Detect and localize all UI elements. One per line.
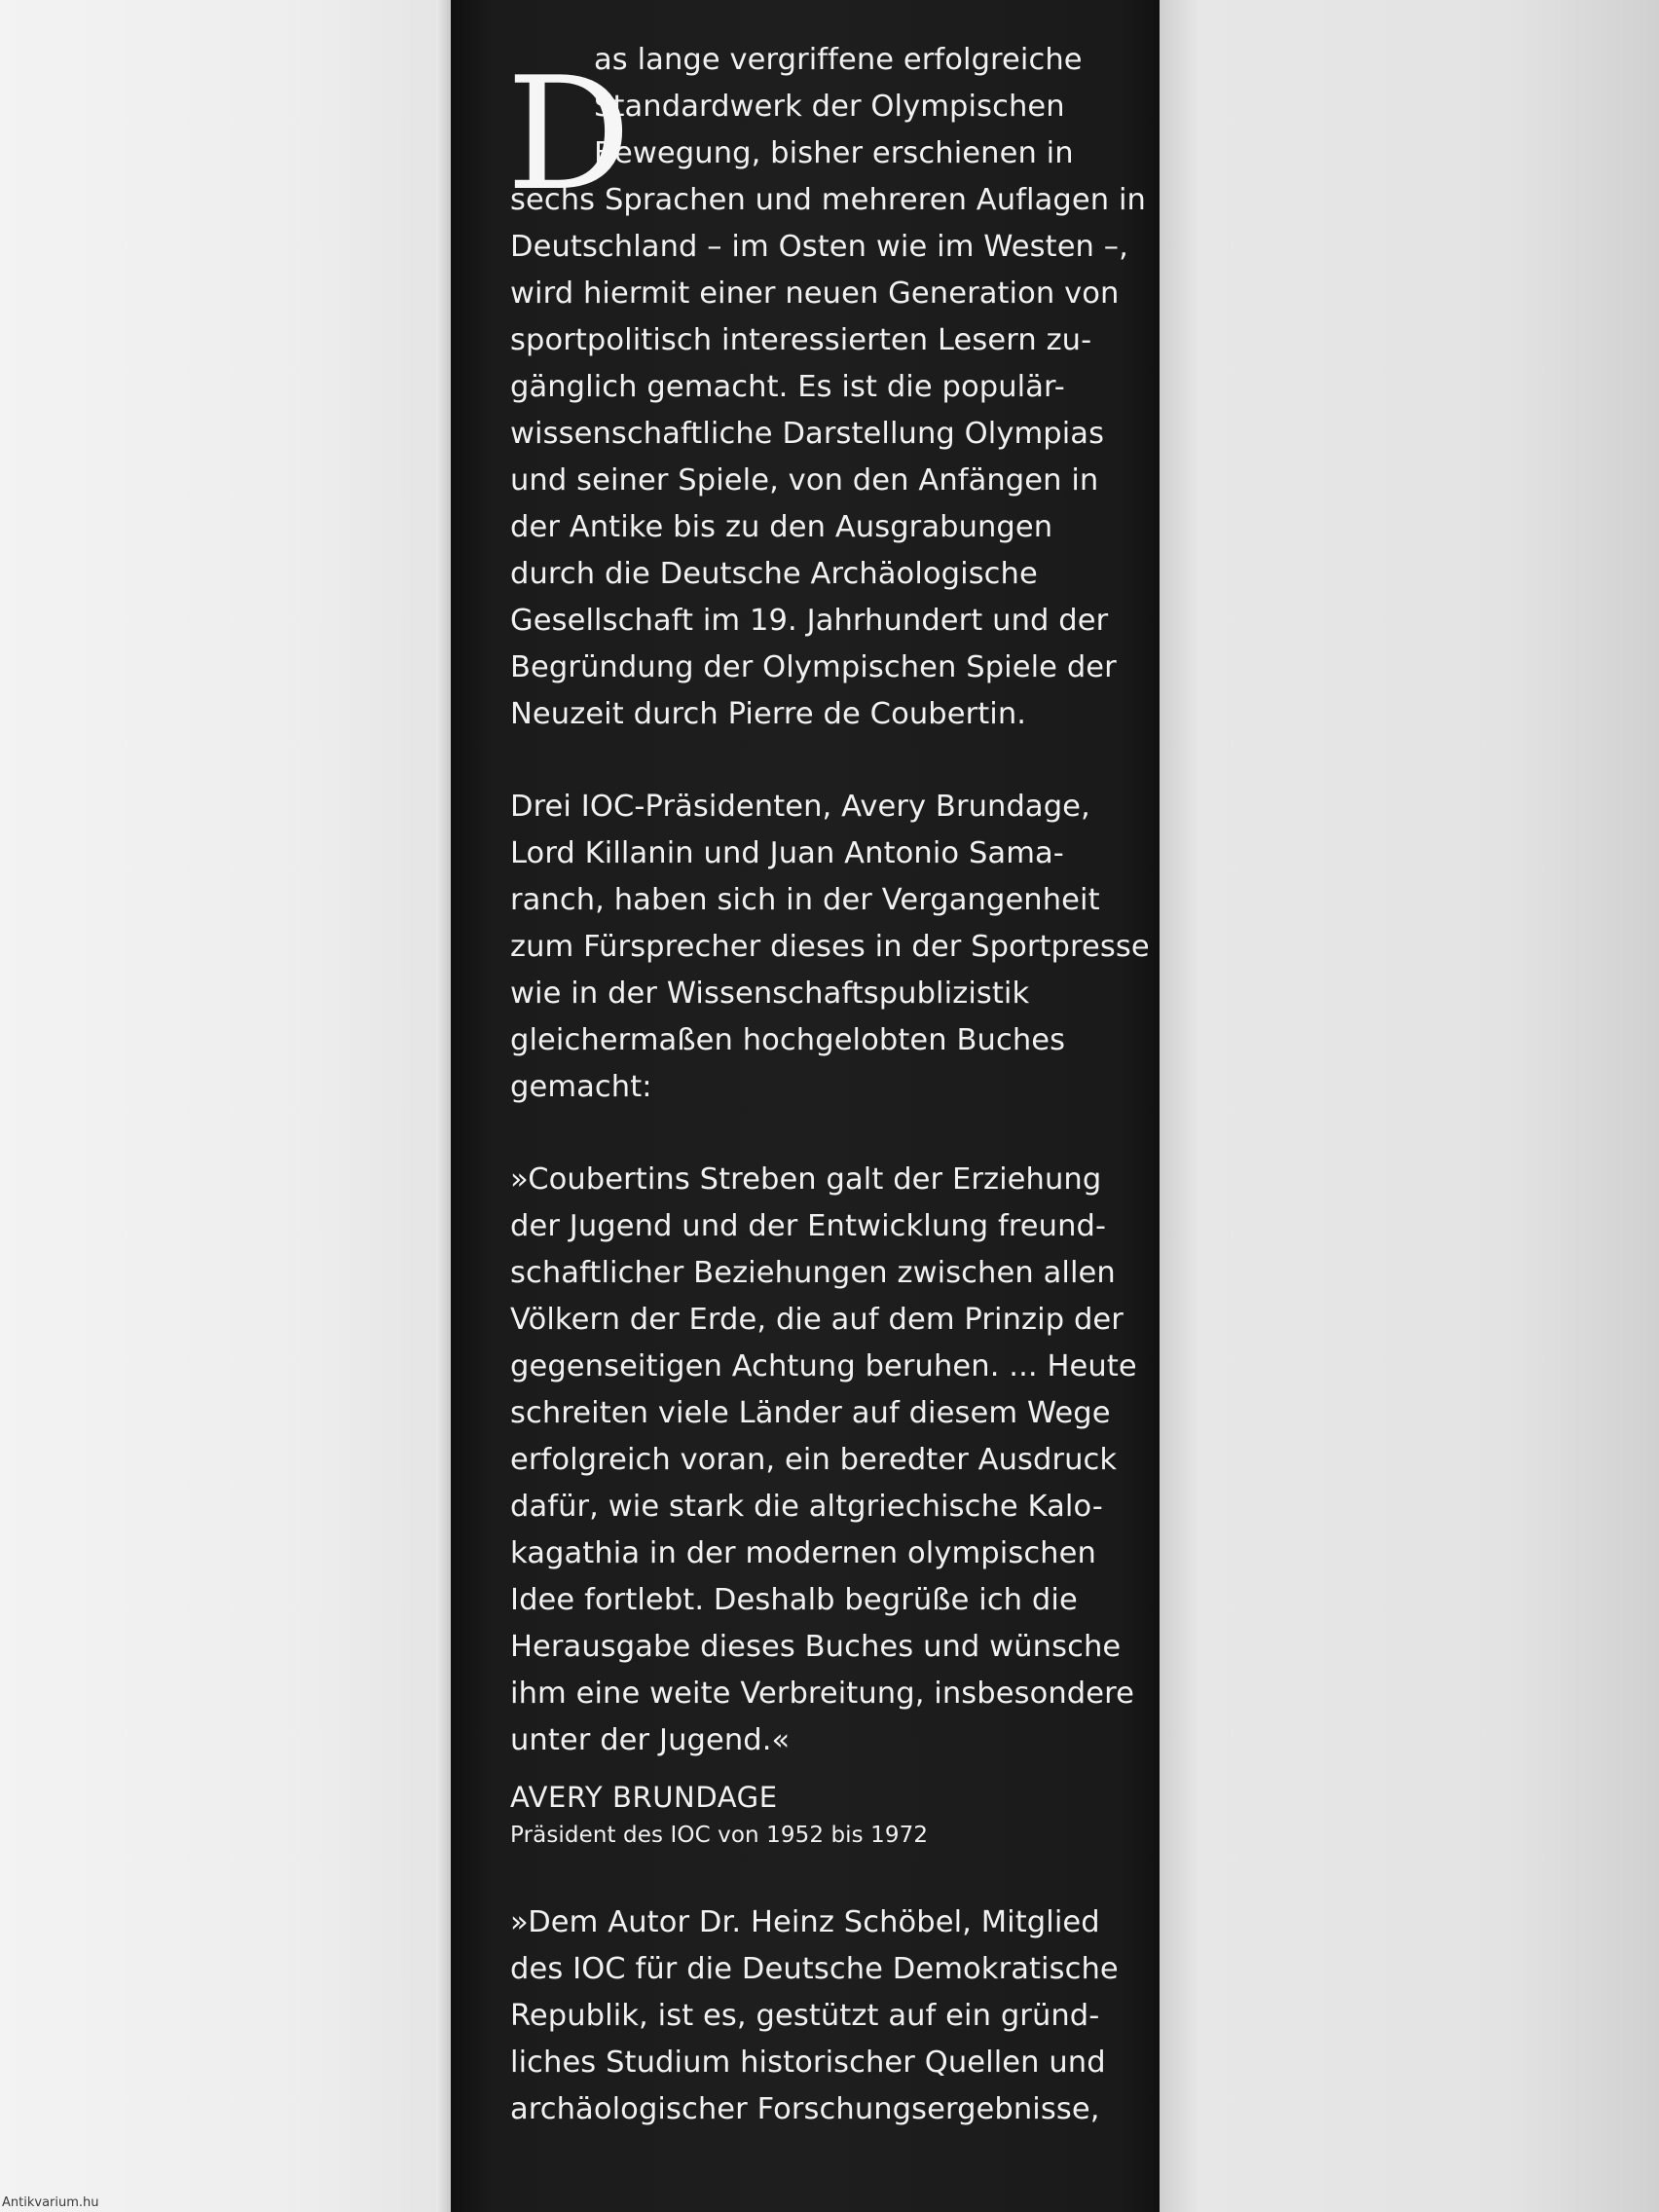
text-line: Gesellschaft im 19. Jahrhundert und der	[510, 604, 1109, 638]
text-line: schreiten viele Länder auf diesem Wege	[510, 1396, 1111, 1430]
text-line: Begründung der Olympischen Spiele der	[510, 650, 1117, 684]
text-line: kagathia in der modernen olympischen	[510, 1536, 1096, 1570]
text-line: gleichermaßen hochgelobten Buches	[510, 1023, 1066, 1057]
text-line: Völkern der Erde, die auf dem Prinzip der	[510, 1303, 1124, 1337]
text-line: durch die Deutsche Archäologische	[510, 557, 1038, 591]
left-page	[0, 0, 451, 2212]
text-line: unter der Jugend.«	[510, 1723, 791, 1757]
text-line: dafür, wie stark die altgriechische Kalo-	[510, 1490, 1103, 1524]
watermark: Antikvarium.hu	[2, 2195, 99, 2210]
text-line: Standardwerk der Olympischen	[594, 90, 1065, 124]
text-line: wissenschaftliche Darstellung Olympias	[510, 417, 1105, 451]
second-quote	[510, 1899, 1119, 2133]
paragraph-gap	[510, 738, 1094, 784]
brundage-quote	[510, 1157, 1137, 1764]
text-line: der Antike bis zu den Ausgrabungen	[510, 510, 1053, 544]
text-line: der Jugend und der Entwicklung freund-	[510, 1209, 1107, 1243]
text-line: gegenseitigen Achtung beruhen. ... Heute	[510, 1349, 1137, 1383]
text-line: Neuzeit durch Pierre de Coubertin.	[510, 697, 1027, 731]
text-line: Republik, ist es, gestützt auf ein gründ-	[510, 1999, 1100, 2033]
text-line: »Coubertins Streben galt der Erziehung	[510, 1162, 1102, 1197]
text-line: Lord Killanin und Juan Antonio Sama-	[510, 836, 1064, 870]
drop-cap-letter: D	[506, 43, 632, 225]
text-line: ihm eine weite Verbreitung, insbesondere	[510, 1677, 1134, 1711]
text-line: ranch, haben sich in der Vergangenheit	[510, 883, 1100, 917]
right-page	[1160, 0, 1659, 2212]
text-line: Idee fortlebt. Deshalb begrüße ich die	[510, 1583, 1078, 1617]
text-line: archäologischer Forschungsergebnisse,	[510, 2092, 1100, 2126]
text-line: Bewegung, bisher erschienen in	[594, 136, 1074, 170]
text-line: wird hiermit einer neuen Generation von	[510, 276, 1120, 311]
text-line: Deutschland – im Osten wie im Westen –,	[510, 230, 1128, 264]
text-line: Drei IOC-Präsidenten, Avery Brundage,	[510, 790, 1090, 824]
text-line: sportpolitisch interessierten Lesern zu-	[510, 323, 1092, 357]
signature-name: AVERY BRUNDAGE	[510, 1781, 778, 1814]
text-line: erfolgreich voran, ein beredter Ausdruck	[510, 1443, 1118, 1477]
text-line: »Dem Autor Dr. Heinz Schöbel, Mitglied	[510, 1905, 1100, 1939]
intro-paragraph	[506, 37, 1146, 738]
paragraph-gap	[510, 1854, 1094, 1899]
text-line: und seiner Spiele, von den Anfängen in	[510, 463, 1099, 498]
text-line: gemacht:	[510, 1070, 652, 1104]
presidents-paragraph	[510, 784, 1150, 1111]
text-column	[506, 37, 1150, 2133]
text-line: liches Studium historischer Quellen und	[510, 2046, 1106, 2080]
text-line: schaftlicher Beziehungen zwischen allen	[510, 1256, 1116, 1290]
text-line: sechs Sprachen und mehreren Auflagen in	[510, 183, 1146, 217]
signature-brundage	[510, 1778, 1094, 1854]
text-line: zum Fürsprecher dieses in der Sportpresse	[510, 930, 1150, 964]
text-line: Herausgabe dieses Buches und wünsche	[510, 1630, 1122, 1664]
signature-gap	[510, 1764, 1094, 1778]
text-line: wie in der Wissenschaftspublizistik	[510, 977, 1030, 1011]
paragraph-gap	[510, 1111, 1094, 1157]
signature-role: Präsident des IOC von 1952 bis 1972	[510, 1823, 929, 1848]
text-line: gänglich gemacht. Es ist die populär-	[510, 370, 1065, 404]
text-line: des IOC für die Deutsche Demokratische	[510, 1952, 1119, 1986]
text-line: as lange vergriffene erfolgreiche	[594, 43, 1083, 77]
